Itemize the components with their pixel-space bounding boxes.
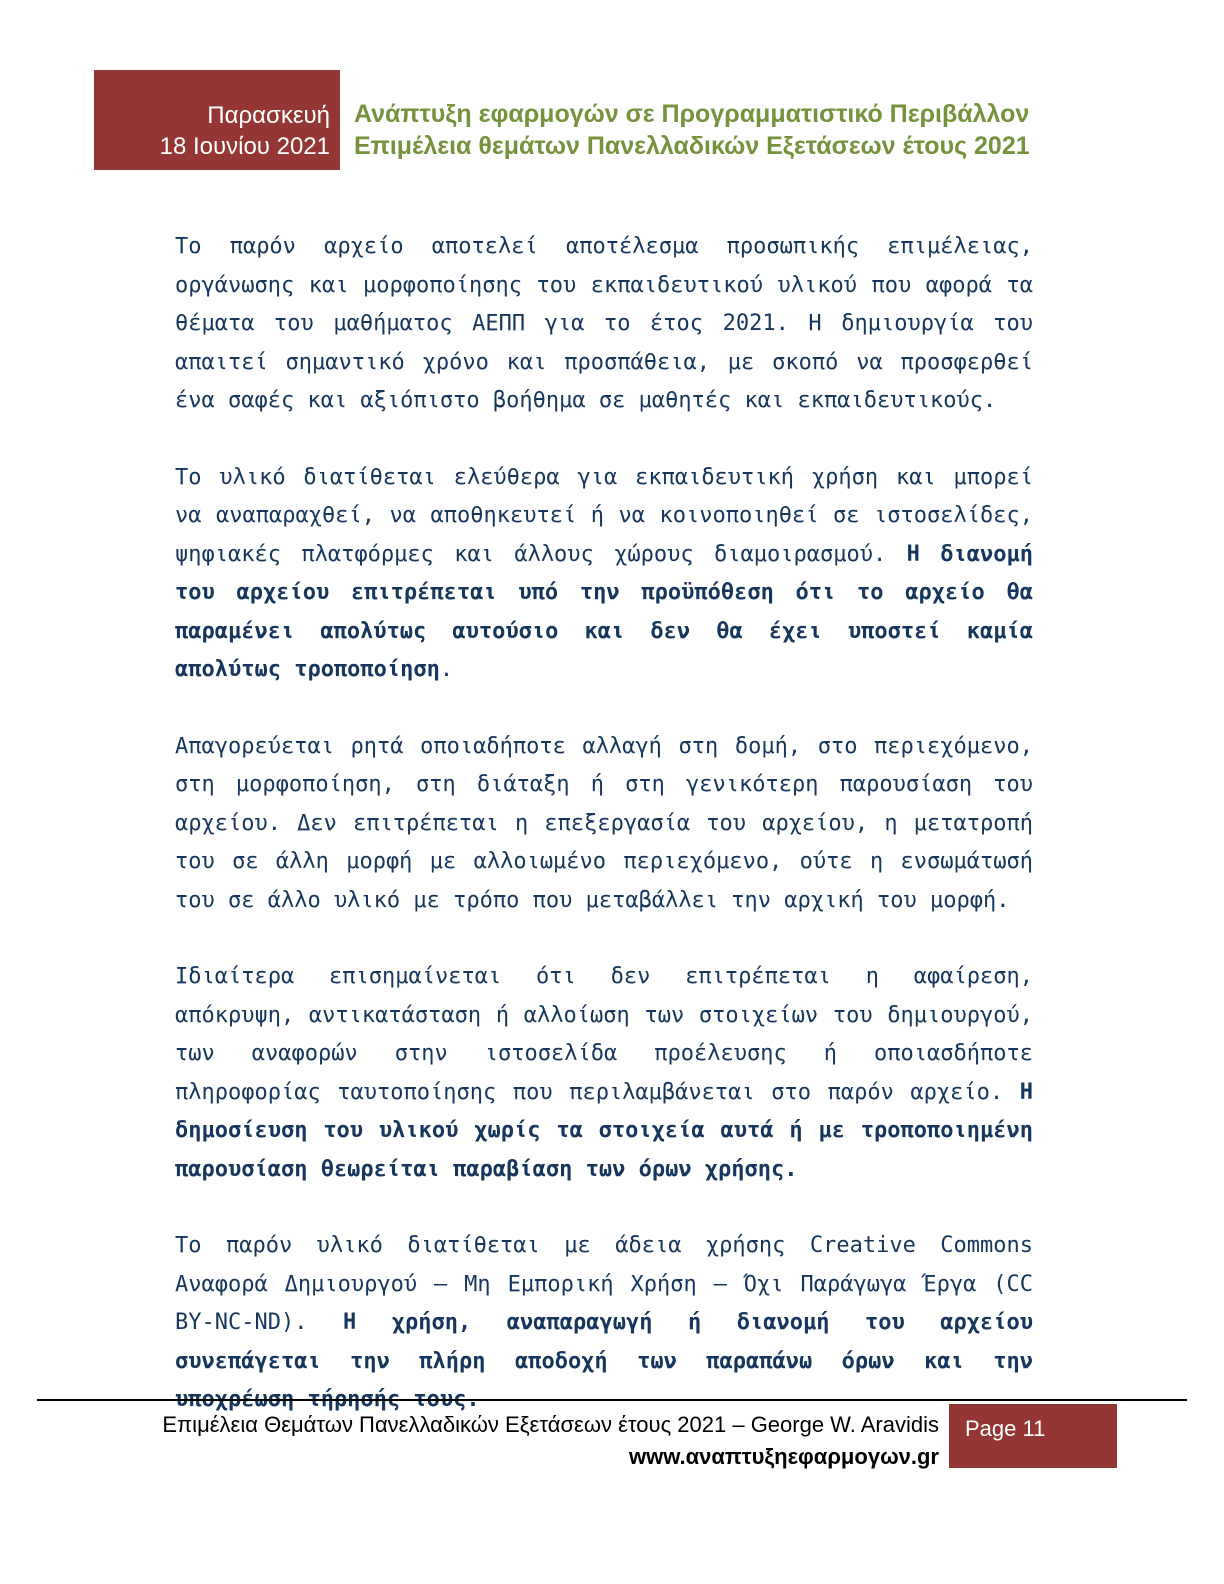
paragraph-segment: Το παρόν υλικό διατίθεται με άδεια χρήσης Creative Commons Αναφορά Δημιουργού – Μη Εμπορική Χρήση – Όχι Παράγωγα Έργα (CC BY-NC-ND). <box>175 1233 1033 1335</box>
paragraph <box>175 228 1033 421</box>
header-titles <box>340 70 1030 170</box>
paragraph-segment: Ιδιαίτερα επισημαίνεται ότι δεν επιτρέπεται η αφαίρεση, απόκρυψη, αντικατάσταση ή αλλοίωση των στοιχείων του δημιουργού, των αναφορών στην ιστοσελίδα προέλευσης ή οποιασδήποτε πληροφορίας ταυτοποίησης που περιλαμβάνεται στο παρόν αρχείο. <box>175 964 1033 1105</box>
footer-text-block <box>162 1401 939 1473</box>
header-weekday: Παρασκευή <box>207 102 330 129</box>
paragraph <box>175 1227 1033 1420</box>
page-number-label: Page 11 <box>965 1416 1046 1441</box>
page-number-box <box>949 1404 1117 1468</box>
paragraph-segment: Το υλικό διατίθεται ελεύθερα για εκπαιδευτική χρήση και μπορεί να αναπαραχθεί, να αποθηκευτεί ή να κοινοποιηθεί σε ιστοσελίδες, ψηφιακές πλατφόρμες και άλλους χώρους διαμοιρασμού. <box>175 464 1033 567</box>
header-title-line1: Ανάπτυξη εφαρμογών σε Προγραμματιστικό Περιβάλλον <box>354 100 1030 128</box>
header-date-block <box>94 70 340 170</box>
paragraph <box>175 728 1033 921</box>
footer-website: www.αναπτυξηεφαρμογων.gr <box>629 1444 939 1469</box>
document-body <box>175 228 1033 1458</box>
paragraph-segment-bold: Η διανομή του αρχείου επιτρέπεται υπό την προϋπόθεση ότι το αρχείο θα παραμένει απολύτως αυτούσιο και δεν θα έχει υποστεί καμία απολύτως τροποποίηση <box>175 541 1033 682</box>
paragraph-segment-bold: Η χρήση, αναπαραγωγή ή διανομή του αρχείου συνεπάγεται την πλήρη αποδοχή των παραπάνω όρων και την υποχρέωση τήρησής τους. <box>175 1310 1033 1412</box>
footer-row <box>37 1401 1187 1473</box>
header-date: 18 Ιουνίου 2021 <box>159 133 330 160</box>
paragraph-segment: . <box>439 657 454 682</box>
paragraph <box>175 958 1033 1189</box>
header-title-line2: Επιμέλεια θεμάτων Πανελλαδικών Εξετάσεων έτους 2021 <box>354 132 1030 160</box>
page-header <box>94 70 1030 170</box>
paragraph <box>175 459 1033 690</box>
paragraph-segment-bold: Η δημοσίευση του υλικού χωρίς τα στοιχεία αυτά ή με τροποποιημένη παρουσίαση θεωρείται παραβίαση των όρων χρήσης. <box>175 1079 1033 1182</box>
page-footer <box>37 1399 1187 1473</box>
footer-credit-line: Επιμέλεια Θεμάτων Πανελλαδικών Εξετάσεων έτους 2021 – George W. Aravidis <box>162 1412 939 1437</box>
paragraph-segment: Απαγορεύεται ρητά οποιαδήποτε αλλαγή στη δομή, στο περιεχόμενο, στη μορφοποίηση, στη διάταξη ή στη γενικότερη παρουσίαση του αρχείου. Δεν επιτρέπεται η επεξεργασία του αρχείου, η μετατροπή του σε άλλη μορφή με αλλοιωμένο περιεχόμενο, ούτε η ενσωμάτωσή του σε άλλο υλικό με τρόπο που μεταβάλλει την αρχική του μορφή. <box>175 733 1033 913</box>
paragraph-segment: Το παρόν αρχείο αποτελεί αποτέλεσμα προσωπικής επιμέλειας, οργάνωσης και μορφοποίησης του εκπαιδευτικού υλικού που αφορά τα θέματα του μαθήματος ΑΕΠΠ για το έτος 2021. Η δημιουργία του απαιτεί σημαντικό χρόνο και προσπάθεια, με σκοπό να προσφερθεί ένα σαφές και αξιόπιστο βοήθημα σε μαθητές και εκπαιδευτικούς. <box>175 234 1033 413</box>
